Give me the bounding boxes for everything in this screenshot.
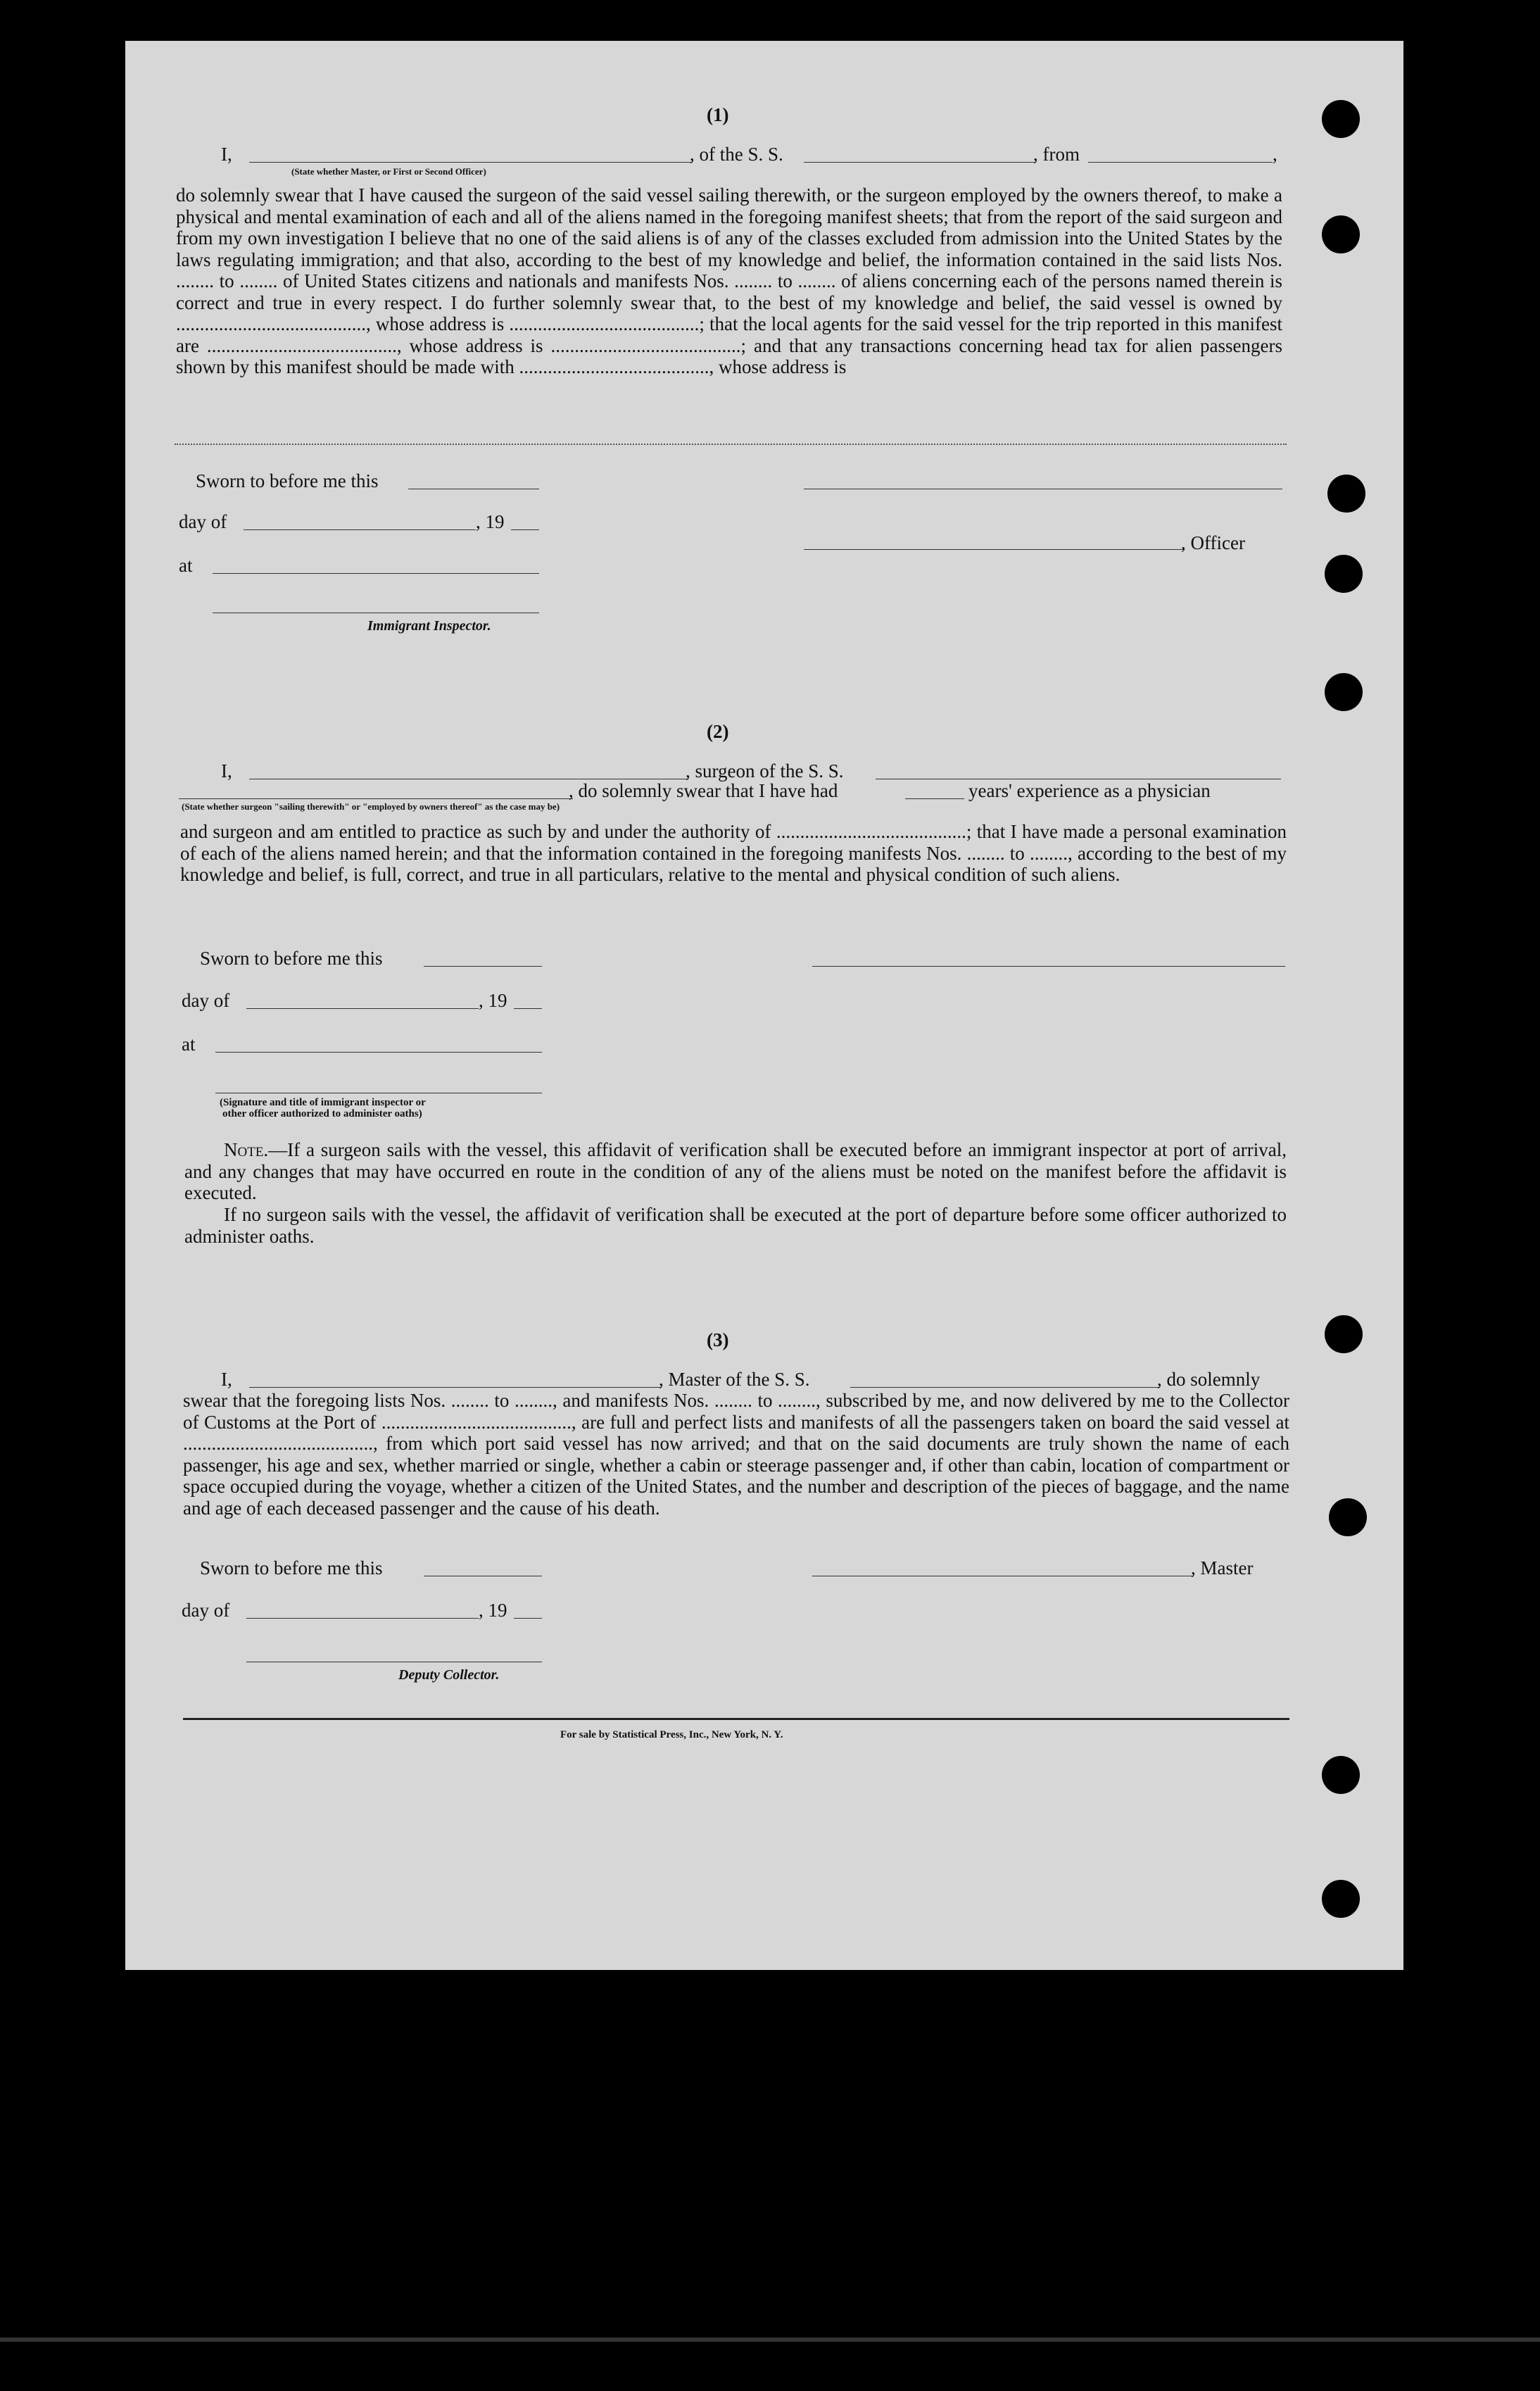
at-label: at [179,555,193,576]
oath-opening: I, [221,1369,232,1390]
officer-name-field[interactable] [249,162,693,163]
oath-opening: I, [221,144,232,165]
at-label: at [182,1034,196,1055]
year-field[interactable] [514,1008,542,1009]
punch-hole [1322,215,1360,253]
section-number: (3) [707,1329,729,1350]
year-field[interactable] [511,529,539,530]
surgeon-vessel-label: , surgeon of the S. S. [686,760,844,782]
from-port-field[interactable] [1088,162,1273,163]
form-page [125,41,1403,1970]
surgeon-paragraph: and surgeon and am entitled to practice as such by and under the authority of ........................................; that I have made a personal examination of each of the aliens named herein; and that the information contained in the foregoing manifests Nos. ........ to ........, according to the best of my knowledge and belief, is full, correct, and true in all particulars, relative to the mental and physical condition of such aliens. [180,821,1287,885]
officer-signature-field[interactable] [804,549,1184,550]
master-vessel-field[interactable] [850,1387,1160,1388]
note-paragraph [184,1139,1287,1204]
day-field[interactable] [246,1008,479,1009]
sworn-label: Sworn to before me this [196,470,379,491]
day-field[interactable] [246,1618,479,1619]
collector-label: Deputy Collector. [398,1667,500,1683]
sworn-label: Sworn to before me this [200,948,383,969]
solemnly-label: , do solemnly [1157,1369,1261,1390]
signature-note: (Signature and title of immigrant inspector or [220,1097,426,1108]
surgeon-note: (State whether surgeon "sailing therewith" or "employed by owners thereof" as the case may be) [182,801,560,812]
punch-hole [1322,1756,1360,1794]
section-number: (2) [707,721,729,742]
from-label: , from [1033,144,1080,165]
year-field[interactable] [514,1618,542,1619]
signature-note: other officer authorized to administer oaths) [222,1108,422,1119]
master-name-field[interactable] [249,1387,662,1388]
officer-note: (State whether Master, or First or Second Officer) [291,166,486,177]
day-of-label: day of [182,990,230,1011]
master-paragraph: swear that the foregoing lists Nos. ........ to ........, and manifests Nos. ........ to ........, subscribed by me, and now delivered by me to the Collector of Customs at the Port of ........................................, are full and perfect lists and manifests of all the passengers taken on board the said vessel at ........................................, from which port said vessel has now arrived; and that on the said documents are truly shown the name of each passenger, his age and sex, whether married or single, whether a cabin or steerage passenger and, if other than cabin, location of compartment or space occupied during the voyage, whether a citizen of the United States, and the number and description of the pieces of baggage, and the name and age of each deceased passenger and the cause of his death. [183,1390,1289,1519]
year-label: , 19 [479,1600,507,1621]
note-label: Note. [224,1139,269,1160]
punch-hole [1322,100,1360,138]
years-label: years' experience as a physician [968,780,1211,801]
day-of-label: day of [182,1600,230,1621]
sworn-label: Sworn to before me this [200,1557,383,1579]
footer-printer: For sale by Statistical Press, Inc., New York, N. Y. [560,1729,783,1740]
oath-opening: I, [221,760,232,782]
surgeon-signature-field[interactable] [812,966,1285,967]
swear-label: , do solemnly swear that I have had [569,780,838,801]
note-text: —If a surgeon sails with the vessel, this affidavit of verification shall be executed before an immigrant inspector at port of arrival, and any changes that may have occurred en route in the condition of any of the aliens must be noted on the manifest before the affidavit is executed. [184,1139,1287,1203]
year-label: , 19 [476,511,505,532]
day-of-label: day of [179,511,227,532]
at-field[interactable] [215,1052,542,1053]
section-number: (1) [707,104,729,125]
years-field[interactable] [905,798,964,799]
officer-label: , Officer [1181,532,1245,553]
surgeon-status-field[interactable] [179,798,573,799]
divider [175,444,1287,445]
vessel-label: , of the S. S. [690,144,783,165]
day-field[interactable] [244,529,476,530]
year-label: , 19 [479,990,507,1011]
inspector-label: Immigrant Inspector. [367,618,491,634]
oath-paragraph: do solemnly swear that I have caused the surgeon of the said vessel sailing therewith, or the surgeon employed by the owners thereof, to make a physical and mental examination of each and all of the aliens named in the foregoing manifest sheets; that from the report of the said surgeon and from my own investigation I believe that no one of the said aliens is of any of the classes excluded from admission into the United States by the laws regulating immigration; and that also, according to the best of my knowledge and belief, the information contained in the said lists Nos. ........ to ........ of United States citizens and nationals and manifests Nos. ........ to ........ of aliens concerning each of the persons named therein is correct and true in every respect. I do further solemnly swear that, to the best of my knowledge and belief, the said vessel is owned by ........................................, whose address is ........................................; that the local agents for the said vessel for the trip reported in this manifest are ........................................, whose address is ........................................; and that any transactions concerning head tax for alien passengers shown by this manifest should be made with ........................................, whose address is [176,184,1282,377]
punch-hole [1325,673,1363,711]
vessel-name-field[interactable] [804,162,1036,163]
at-field[interactable] [213,573,539,574]
punch-hole [1322,1880,1360,1918]
footer-rule [183,1718,1289,1720]
punch-hole [1325,1315,1363,1353]
line-end: , [1273,144,1277,165]
punch-hole [1325,555,1363,593]
note-paragraph-2: If no surgeon sails with the vessel, the affidavit of verification shall be executed at the port of departure before some officer authorized to administer oaths. [184,1204,1287,1247]
sworn-date-field[interactable] [424,966,542,967]
punch-hole [1327,475,1365,513]
scanner-edge [0,2337,1540,2342]
master-vessel-label: , Master of the S. S. [659,1369,810,1390]
punch-hole [1329,1498,1367,1536]
master-label: , Master [1191,1557,1254,1579]
